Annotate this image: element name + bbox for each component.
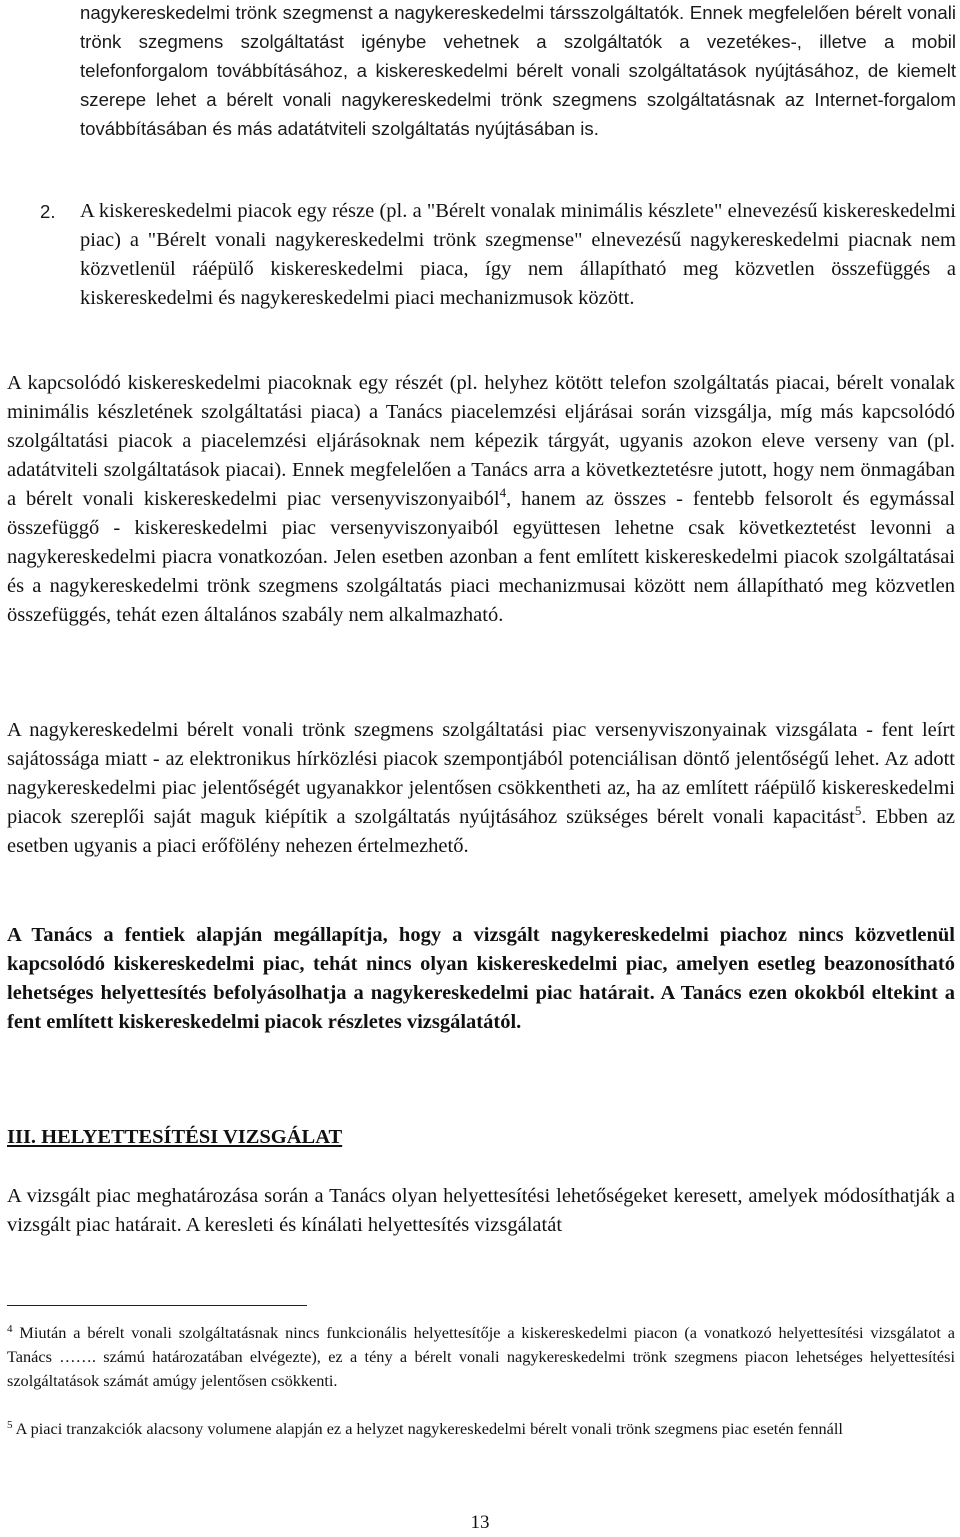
paragraph-trunk-services: nagykereskedelmi trönk szegmenst a nagykereskedelmi társszolgáltatók. Ennek megfelelően bérelt vonali trönk szegmens szolgáltatást igénybe vehetnek a szolgáltatók a vezetékes-, illetve a mobil telefonforgalom továbbításához, a kiskereskedelmi bérelt vonali szolgáltatások nyújtásához, de kiemelt szerepe lehet a bérelt vonali nagykereskedelmi trönk szegmens szolgáltatásnak az Internet-forgalom továbbításában és más adatátviteli szolgáltatás nyújtásában is. [80,2,956,139]
paragraph-related-retail-markets [7,369,955,630]
paragraph-text: A nagykereskedelmi bérelt vonali trönk szegmens szolgáltatási piac versenyviszonyainak vizsgálata - fent leírt sajátossága miatt - az elektronikus hírközlési piacok szempontjából potenciálisan döntő jelentőségű lehet. Az adott nagykereskedelmi piac jelentőségét ugyanakkor jelentősen csökkentheti az, ha az említett ráépülő kiskereskedelmi piacok szereplői saját maguk kiépítik a szolgáltatás nyújtásához szükséges bérelt vonali kapacitást [7,719,955,828]
list-item-retail-markets: A kiskereskedelmi piacok egy része (pl. a "Bérelt vonalak minimális készlete" elnevezésű kiskereskedelmi piac) a "Bérelt vonali nagykereskedelmi trönk szegmense" elnevezésű nagykereskedelmi piacnak nem közvetlenül ráépülő kiskereskedelmi piaca, így nem állapítható meg közvetlen összefüggés a kiskereskedelmi és nagykereskedelmi piaci mechanizmusok között. [80,200,956,309]
footnote-text: Miután a bérelt vonali szolgáltatásnak nincs funkcionális helyettesítője a kiskereskedelmi piacon (a vonatkozó helyettesítési vizsgálatot a Tanács ……. számú határozatában elvégezte), ez a tény a bérelt vonali nagykereskedelmi trönk szegmens piacon lehetséges helyettesítési szolgáltatások számát amúgy jelentősen csökkenti. [7,1323,955,1390]
paragraph-council-conclusion: A Tanács a fentiek alapján megállapítja, hogy a vizsgált nagykereskedelmi piachoz nincs közvetlenül kapcsolódó kiskereskedelmi piac, tehát nincs olyan kiskereskedelmi piac, amelyen esetleg beazonosítható lehetséges helyettesítés befolyásolhatja a nagykereskedelmi piac határait. A Tanács ezen okokból eltekint a fent említett kiskereskedelmi piacok részletes vizsgálatától. [7,924,955,1033]
footnote-ref[interactable]: 5 [854,803,862,818]
footnote-number: 5 [7,1419,13,1431]
footnote-number: 4 [7,1323,13,1335]
footnote-text: A piaci tranzakciók alacsony volumene alapján ez a helyzet nagykereskedelmi bérelt vonali trönk szegmens piac esetén fennáll [15,1419,843,1438]
footnote-4 [7,1321,955,1393]
paragraph-text: A kapcsolódó kiskereskedelmi piacoknak egy részét (pl. helyhez kötött telefon szolgáltatás piacai, bérelt vonalak minimális készletének szolgáltatási piaca) a Tanács piacelemzési eljárásai során vizsgálja, míg más kapcsolódó szolgáltatási piacok a piacelemzési eljárásoknak nem képezik tárgyát, ugyanis azokon eleve verseny van (pl. adatátviteli szolgáltatások piacai). Ennek megfelelően a Tanács arra a következtetésre jutott, hogy nem önmagában a bérelt vonali kiskereskedelmi piac versenyviszonyaiból [7,372,955,510]
footnote-5 [7,1417,955,1441]
paragraph-substitution-analysis: A vizsgált piac meghatározása során a Tanács olyan helyettesítési lehetőségeket keresett, amelyek módosíthatják a vizsgált piac határait. A keresleti és kínálati helyettesítés vizsgálatát [7,1185,955,1236]
footnote-divider [7,1305,307,1306]
page-number: 13 [470,1512,490,1533]
paragraph-text: , hanem az összes - fentebb felsorolt és egymással összefüggő - kiskereskedelmi piac versenyviszonyaiból együttesen lehetne csak következtetést levonni a nagykereskedelmi piacra vonatkozóan. Jelen esetben azonban a fent említett kiskereskedelmi piacok szolgáltatásai és a nagykereskedelmi trönk szegmens szolgáltatás piaci mechanizmusai között nem állapítható meg közvetlen összefüggés, tehát ezen általános szabály nem alkalmazható. [7,488,955,626]
list-item-number: 2. [40,201,56,222]
paragraph-text: . Ebben az esetben ugyanis a piaci erőfölény nehezen értelmezhető. [7,806,955,857]
footnote-ref[interactable]: 4 [499,485,507,500]
section-heading: III. HELYETTESÍTÉSI VIZSGÁLAT [7,1126,343,1148]
paragraph-competition-relevance [7,716,955,861]
